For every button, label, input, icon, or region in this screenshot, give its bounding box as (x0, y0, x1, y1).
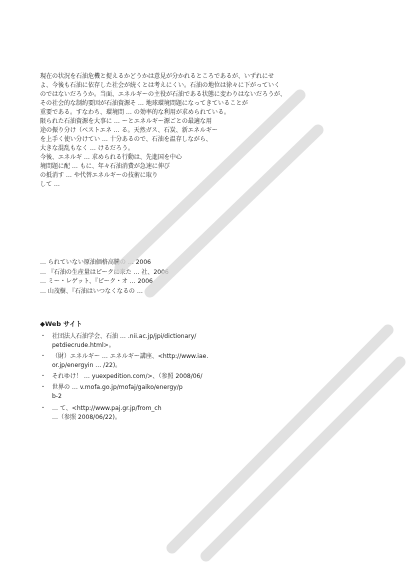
reference-line-4: … 山茂樹、『石油はいつなくなるの … (40, 288, 143, 295)
body-line-2: よ、今後も石油に依存した社会が続くとは考えにくい。石油の地位は徐々に下がっていく (40, 82, 281, 89)
bullet-marker: ・ (40, 405, 47, 412)
body-line-5: 重要である。すなわち、環境問 … の効率的な利用が求められている。 (40, 109, 230, 116)
reference-line-2: … 『石油の生産量はピークに来た … 社、2006 (40, 269, 169, 276)
bullet-marker: ・ (40, 373, 47, 380)
bullet-marker: ・ (40, 353, 47, 360)
body-line-10: 今後、エネルギ … 求められる行動は、先進国を中心 (40, 154, 182, 161)
bullet-marker: ・ (40, 384, 47, 391)
reference-line-1: … られていない原油価格高騰の … 2006 (40, 259, 151, 266)
body-line-6: 限られた石油資源を大事に … ーとエネルギー源ごとの最適な用 (40, 118, 212, 125)
body-line-9: 大きな混乱もなく … けるだろう。 (40, 145, 134, 152)
body-line-4: その社会的な制約要因が石油資源そ … 地球環境問題になってきていることが (40, 100, 248, 107)
body-line-7: 途の振り分け（ベストエネ … る。天然ガス、石炭、新エネルギー (40, 127, 218, 134)
body-line-11: 境問題に配 … もに、年々石油消費が急速に伸び (40, 163, 170, 170)
body-line-12: の抵消す … や代替エネルギーの技術に取り (40, 172, 158, 179)
websites-heading: ◆Web サイト (40, 320, 83, 328)
website-line-1: 社団法人石油学会、石油 … .nii.ac.jp/jpi/dictionary/ (52, 333, 197, 340)
body-line-1: 現在の状況を石油危機と捉えるかどうかは意見が分かれるところであるが、いずれにせ (40, 73, 274, 80)
website-line-4: or.jp/energyin … /22)。 (52, 362, 122, 369)
website-line-5: それゆけ！ … yuexpedition.com/>、（参照 2008/06/ (52, 373, 203, 380)
website-line-3: （財）エネルギー … エネルギー講座、<http://www.iae. (52, 353, 209, 360)
website-line-9: …（参照 2008/06/22)。 (52, 414, 121, 421)
body-line-8: を上手く使い分けてい … 十分あるので、石油を温存しながら、 (40, 136, 212, 143)
website-line-7: b-2 (52, 393, 62, 400)
body-line-3: のではないだろうか。当面、エネルギーの主役が石油である状態に変わりはないだろうが、 (40, 91, 287, 98)
website-line-6: 世界の … v.mofa.go.jp/mofaj/gaiko/energy/p (52, 384, 183, 391)
reference-line-3: … ミー・レゲット、『ピーク・オ … 2006 (40, 278, 153, 285)
website-line-8: … て、<http://www.paj.gr.jp/from_ch (52, 405, 162, 412)
body-line-13: して … (40, 181, 60, 188)
bullet-marker: ・ (40, 333, 47, 340)
website-line-2: petdiecrude.html>。 (52, 342, 115, 349)
